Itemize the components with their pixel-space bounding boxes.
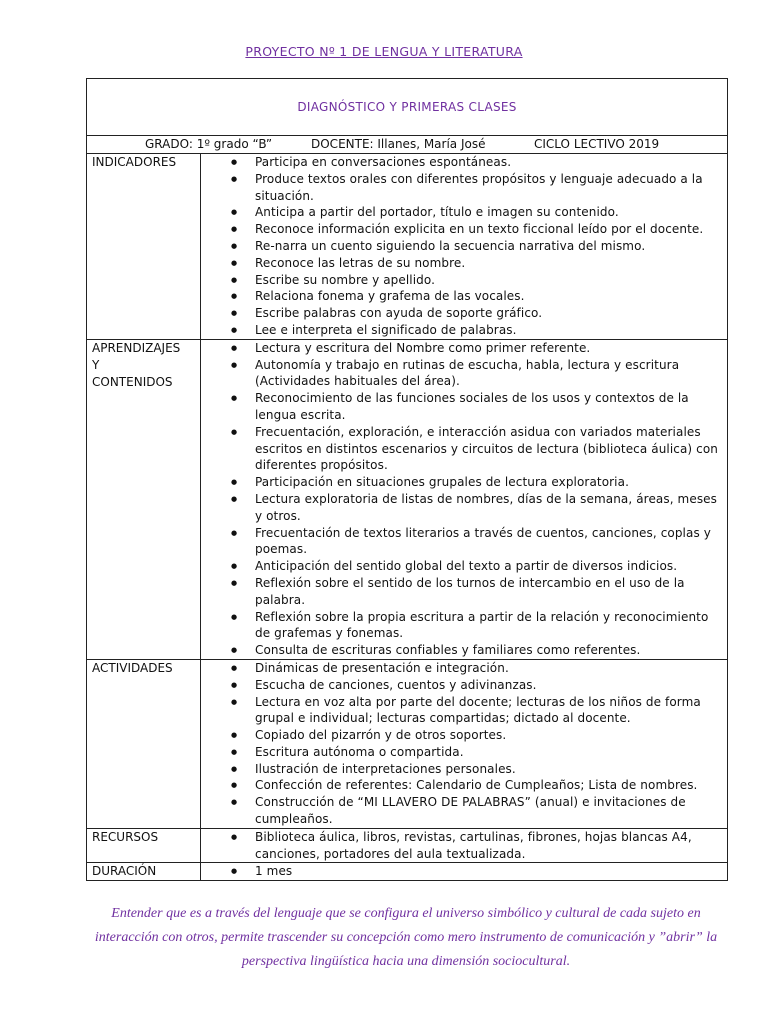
- section-row: [87, 828, 727, 863]
- list-item: ● Biblioteca áulica, libros, revistas, cartulinas, fibrones, hojas blancas A4, canciones, portadores del aula textualizada.: [201, 829, 723, 863]
- section-label-cell: [87, 659, 201, 828]
- list-item: ● Consulta de escrituras confiables y familiares como referentes.: [201, 642, 723, 659]
- teacher-field: DOCENTE: Illanes, María José: [311, 137, 486, 151]
- section-items-cell: [201, 154, 728, 339]
- section-items-cell: [201, 828, 728, 863]
- section-items-cell: [201, 339, 728, 659]
- list-item: ● Reconoce información explicita en un texto ficcional leído por el docente.: [201, 221, 723, 238]
- list-item: ● Lee e interpreta el significado de palabras.: [201, 322, 723, 339]
- section-label-cell: [87, 154, 201, 339]
- list-item: ● Escribe su nombre y apellido.: [201, 272, 723, 289]
- bullet-list: [201, 863, 727, 880]
- section-label: INDICADORES: [92, 155, 177, 169]
- bullet-list: [201, 660, 727, 828]
- closing-quote: Entender que es a través del lenguaje que se configura el universo simbólico y cultural de cada sujeto en interacción con otros, permite trascender su concepción como mero instrumento de comunicación y ”abrir” la perspectiva lingüística hacia una dimensión sociocultural.: [94, 906, 718, 969]
- list-item: ● Reconoce las letras de su nombre.: [201, 255, 723, 272]
- section-row: [87, 339, 727, 659]
- document-title: PROYECTO Nº 1 DE LENGUA Y LITERATURA: [245, 44, 523, 59]
- list-item: ● Reflexión sobre el sentido de los turnos de intercambio en el uso de la palabra.: [201, 575, 723, 609]
- list-item: ● Frecuentación, exploración, e interacción asidua con variados materiales escritos en distintos escenarios y circuitos de lectura (biblioteca áulica) con diferentes propósitos.: [201, 424, 723, 474]
- list-item: ● Frecuentación de textos literarios a través de cuentos, canciones, coplas y poemas.: [201, 525, 723, 559]
- section-label-cell: [87, 863, 201, 881]
- list-item: ● Confección de referentes: Calendario de Cumpleaños; Lista de nombres.: [201, 777, 723, 794]
- section-label: APRENDIZAJES Y CONTENIDOS: [92, 340, 181, 389]
- list-item: ● Escribe palabras con ayuda de soporte gráfico.: [201, 305, 723, 322]
- bullet-list: [201, 340, 727, 659]
- bullet-list: [201, 829, 727, 863]
- section-label-cell: [87, 339, 201, 659]
- table-subtitle: DIAGNÓSTICO Y PRIMERAS CLASES: [87, 79, 727, 136]
- list-item: ● Relaciona fonema y grafema de las vocales.: [201, 288, 723, 305]
- project-table: [86, 78, 728, 881]
- list-item: ● Anticipa a partir del portador, título e imagen su contenido.: [201, 204, 723, 221]
- info-row: [87, 136, 727, 154]
- section-items-cell: [201, 659, 728, 828]
- list-item: ● Reconocimiento de las funciones sociales de los usos y contextos de la lengua escrita.: [201, 390, 723, 424]
- bullet-list: [201, 154, 727, 339]
- list-item: ● Produce textos orales con diferentes propósitos y lenguaje adecuado a la situación.: [201, 171, 723, 205]
- section-row: [87, 659, 727, 828]
- grade-field: GRADO: 1º grado “B”: [145, 137, 273, 151]
- list-item: ● 1 mes: [201, 863, 723, 880]
- list-item: ● Reflexión sobre la propia escritura a partir de la relación y reconocimiento de grafemas y fonemas.: [201, 609, 723, 643]
- sections-table: [87, 154, 727, 880]
- section-row: [87, 154, 727, 339]
- list-item: ● Escritura autónoma o compartida.: [201, 744, 723, 761]
- list-item: ● Lectura y escritura del Nombre como primer referente.: [201, 340, 723, 357]
- list-item: ● Participación en situaciones grupales de lectura exploratoria.: [201, 474, 723, 491]
- list-item: ● Escucha de canciones, cuentos y adivinanzas.: [201, 677, 723, 694]
- list-item: ● Dinámicas de presentación e integración.: [201, 660, 723, 677]
- list-item: ● Participa en conversaciones espontáneas.: [201, 154, 723, 171]
- section-label-cell: [87, 828, 201, 863]
- list-item: ● Anticipación del sentido global del texto a partir de diversos indicios.: [201, 558, 723, 575]
- list-item: ● Copiado del pizarrón y de otros soportes.: [201, 727, 723, 744]
- section-label: RECURSOS: [92, 829, 159, 844]
- section-items-cell: [201, 863, 728, 881]
- list-item: ● Construcción de “MI LLAVERO DE PALABRAS” (anual) e invitaciones de cumpleaños.: [201, 794, 723, 828]
- section-label: ACTIVIDADES: [92, 660, 173, 675]
- list-item: ● Ilustración de interpretaciones personales.: [201, 761, 723, 778]
- list-item: ● Autonomía y trabajo en rutinas de escucha, habla, lectura y escritura (Actividades habituales del área).: [201, 357, 723, 391]
- list-item: ● Lectura en voz alta por parte del docente; lecturas de los niños de forma grupal e individual; lecturas compartidas; dictado al docente.: [201, 694, 723, 728]
- list-item: ● Lectura exploratoria de listas de nombres, días de la semana, áreas, meses y otros.: [201, 491, 723, 525]
- section-row: [87, 863, 727, 881]
- section-label: DURACIÓN: [92, 864, 157, 879]
- list-item: ● Re-narra un cuento siguiendo la secuencia narrativa del mismo.: [201, 238, 723, 255]
- school-year-field: CICLO LECTIVO 2019: [534, 137, 660, 151]
